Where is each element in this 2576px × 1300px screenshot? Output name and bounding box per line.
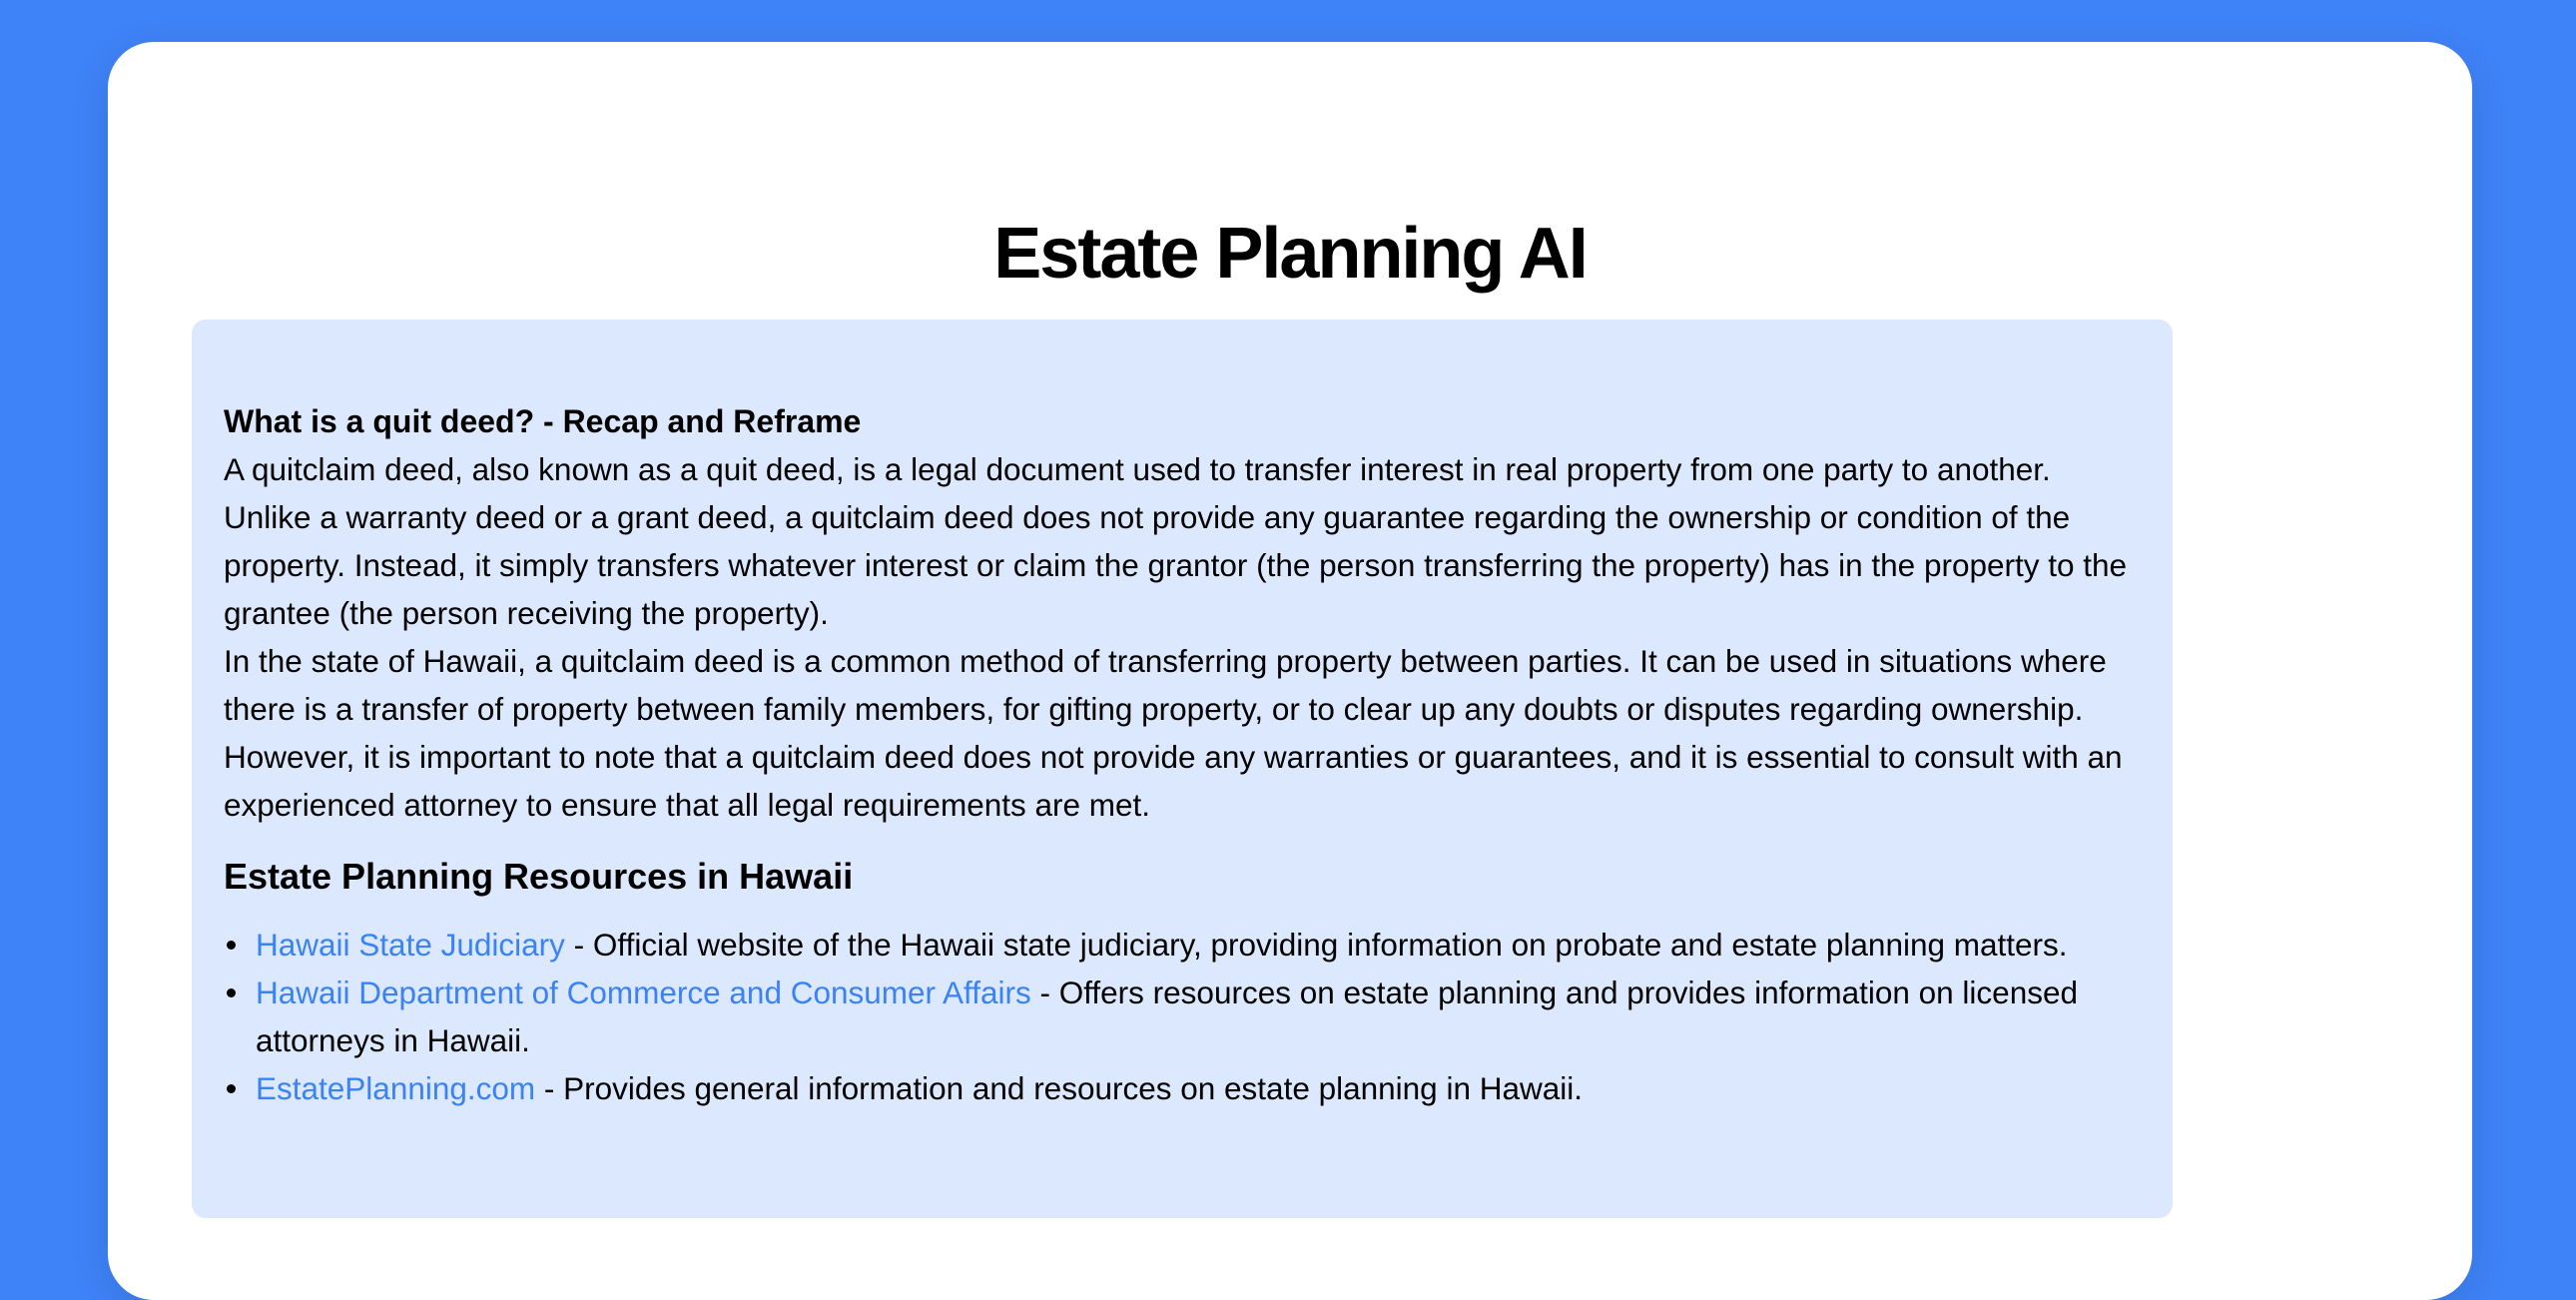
bullet-icon [227,941,236,950]
resource-item [256,969,2141,1064]
answer-paragraph: A quitclaim deed, also known as a quit deed, is a legal document used to transfer interest in real property from one party to another. Unlike a warranty deed or a grant deed, a quitclaim deed does not provide any guarantee regarding the ownership or condition of the property. Instead, it simply transfers whatever interest or claim the grantor (the person transferring the property) has in the property to the grantee (the person receiving the property). [224,451,2128,631]
resource-item [256,1064,2141,1112]
answer-paragraph: In the state of Hawaii, a quitclaim deed is a common method of transferring property between parties. It can be used in situations where there is a transfer of property between family members, for gifting property, or to clear up any doubts or disputes regarding ownership. However, it is important to note that a quitclaim deed does not provide any warranties or guarantees, and it is essential to consult with an experienced attorney to ensure that all legal requirements are met. [224,643,2123,823]
bullet-icon [227,1084,236,1093]
resource-description: - Provides general information and resources on estate planning in Hawaii. [535,1070,1584,1106]
resource-description: - Official website of the Hawaii state judiciary, providing information on probate and estate planning matters. [564,927,2068,963]
resource-link-hawaii-dcca[interactable]: Hawaii Department of Commerce and Consumer Affairs [256,975,1031,1010]
page-title: Estate Planning AI [993,214,1587,294]
resources-list [224,921,2141,1112]
resource-link-hawaii-state-judiciary[interactable]: Hawaii State Judiciary [256,927,565,963]
resource-link-estateplanning-com[interactable]: EstatePlanning.com [256,1070,536,1106]
bullet-icon [227,988,236,997]
answer-panel [192,320,2173,1218]
resource-item [256,921,2141,969]
resources-heading: Estate Planning Resources in Hawaii [224,856,854,897]
answer-title: What is a quit deed? - Recap and Reframe [224,403,862,439]
resource-description: - Offers resources on estate planning and provides information on licensed attorneys in Hawaii. [256,975,2079,1058]
